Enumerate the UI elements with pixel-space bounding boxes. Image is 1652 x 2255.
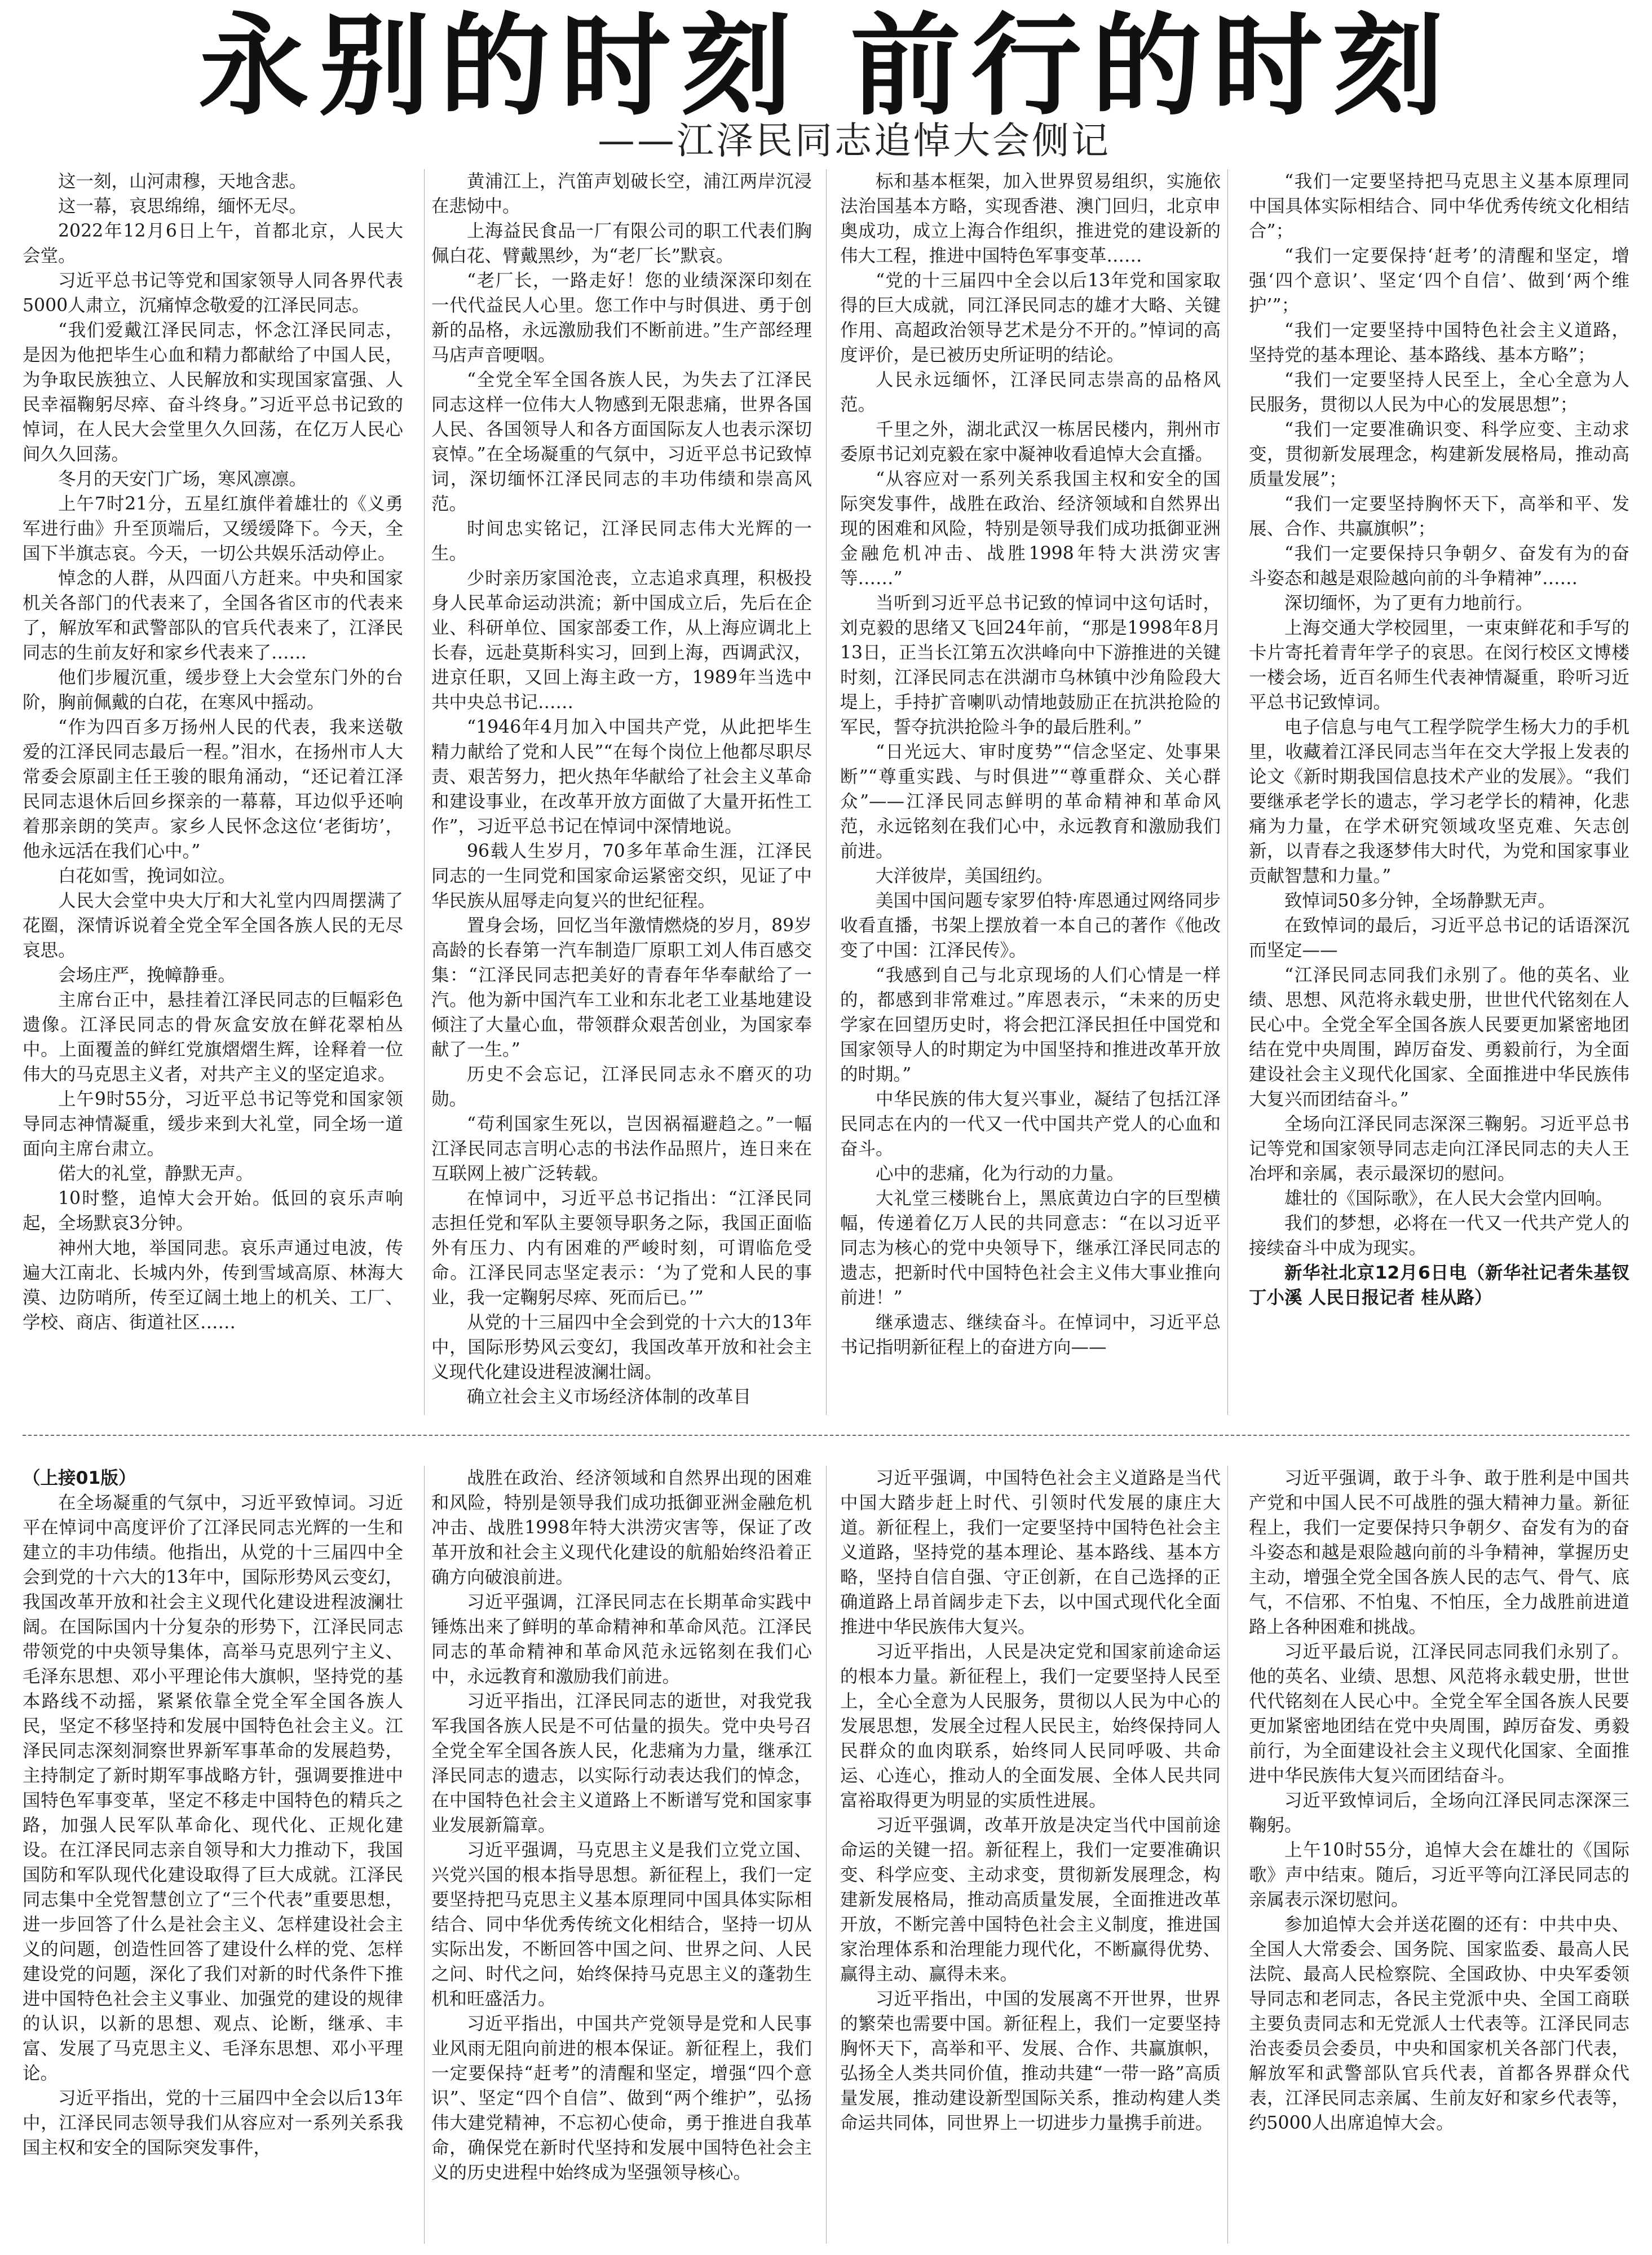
paragraph: 上午7时21分，五星红旗伴着雄壮的《义勇军进行曲》升至顶端后，又缓缓降下。今天，全国下半旗志哀。今天，一切公共娱乐活动停止。 (23, 494, 403, 564)
paragraph: 深切缅怀，为了更有力地前行。 (1284, 593, 1534, 613)
section-divider (23, 1435, 1629, 1436)
paragraph: 冬月的天安门广场，寒风凛凛。 (58, 469, 307, 489)
paragraph: 上海益民食品一厂有限公司的职工代表们胸佩白花、臂戴黑纱，为“老厂长”默哀。 (431, 221, 812, 266)
paragraph: 少时亲历家国沧丧，立志追求真理，积极投身人民革命运动洪流；新中国成立后，先后在企业、科研单位、国家部委工作，从上海应调北上长春，远赴莫斯科实习，回到上海，西调武汉，进京任职，又回上海主政一方，1989年当选中共中央总书记…… (431, 568, 812, 713)
paragraph: 习近平致悼词后，全场向江泽民同志深深三鞠躬。 (1249, 1790, 1629, 1836)
paragraph: 他们步履沉重，缓步登上大会堂东门外的台阶，胸前佩戴的白花，在寒风中摇动。 (23, 667, 403, 713)
article-column-4 (1249, 169, 1629, 1415)
paragraph: “老厂长，一路走好！您的业绩深深印刻在一代代益民人心里。您工作中与时俱进、勇于创新的品格，永远激励我们不断前进。”生产部经理马店声音哽咽。 (431, 271, 812, 365)
paragraph: 继承遗志、继续奋斗。在悼词中，习近平总书记指明新征程上的奋进方向—— (840, 1312, 1221, 1358)
paragraph: 置身会场，回忆当年激情燃烧的岁月，89岁高龄的长春第一汽车制造厂原职工刘人伟百感交集：“江泽民同志把美好的青春年华奉献给了一汽。他为新中国汽车工业和东北老工业基地建设倾注了大量心血，带领群众艰苦创业，为国家奉献了一生。” (431, 916, 812, 1060)
paragraph: 参加追悼大会并送花圈的还有：中共中央、全国人大常委会、国务院、国家监委、最高人民法院、最高人民检察院、全国政协、中央军委领导同志和老同志，各民主党派中央、全国工商联主要负责同志和无党派人士代表等。江泽民同志治丧委员会委员，中央和国家机关各部门代表，解放军和武警部队官兵代表，首都各界群众代表，江泽民同志亲属、生前友好和家乡代表等，约5000人出席追悼大会。 (1249, 1914, 1629, 2133)
paragraph: 时间忠实铭记，江泽民同志伟大光辉的一生。 (431, 519, 812, 564)
paragraph: 习近平强调，马克思主义是我们立党立国、兴党兴国的根本指导思想。新征程上，我们一定要坚持把马克思主义基本原理同中国具体实际相结合、同中华优秀传统文化相结合，坚持一切从实际出发，不断回答中国之问、世界之问、人民之问、时代之问，始终保持马克思主义的蓬勃生机和旺盛活力。 (431, 1840, 812, 2009)
paragraph: 在全场凝重的气氛中，习近平致悼词。习近平在悼词中高度评价了江泽民同志光辉的一生和建立的丰功伟绩。他指出，从党的十三届四中全会到党的十六大的13年中，国际形势风云变幻，我国改革开放和社会主义现代化建设进程波澜壮阔。在国际国内十分复杂的形势下，江泽民同志带领党的中央领导集体，高举马克思列宁主义、毛泽东思想、邓小平理论伟大旗帜，坚持党的基本路线不动摇，紧紧依靠全党全军全国各族人民，坚定不移坚持和发展中国特色社会主义。江泽民同志深刻洞察世界新军事革命的发展趋势，主持制定了新时期军事战略方针，强调要推进中国特色军事变革，坚定不移走中国特色的精兵之路，加强人民军队革命化、现代化、正规化建设。在江泽民同志亲自领导和大力推动下，我国国防和军队现代化建设取得了巨大成就。江泽民同志集中全党智慧创立了“三个代表”重要思想，进一步回答了什么是社会主义、怎样建设社会主义的问题，创造性回答了建设什么样的党、怎样建设党的问题，深化了我们对新的时代条件下推进中国特色社会主义事业、加强党的建设的规律的认识，以新的思想、观点、论断，继承、丰富、发展了马克思主义、毛泽东思想、邓小平理论。 (23, 1493, 403, 2084)
continuation-label: （上接01版） (23, 1468, 136, 1488)
paragraph: 我们的梦想，必将在一代又一代共产党人的接续奋斗中成为现实。 (1249, 1213, 1629, 1258)
paragraph: 这一幕，哀思绵绵，缅怀无尽。 (58, 196, 307, 216)
paragraph: 在致悼词的最后，习近平总书记的话语深沉而坚定—— (1249, 916, 1629, 961)
paragraph: 电子信息与电气工程学院学生杨大力的手机里，收藏着江泽民同志当年在交大学报上发表的论文《新时期我国信息技术产业的发展》。“我们要继承老学长的遗志，学习老学长的精神，化悲痛为力量，在学术研究领域攻坚克难、矢志创新，以青春之我逐梦伟大时代，为党和国家事业贡献智慧和力量。” (1249, 717, 1629, 886)
paragraph: “我们一定要坚持胸怀天下，高举和平、发展、合作、共赢旗帜”； (1249, 494, 1629, 539)
paragraph: 上午10时55分，追悼大会在雄壮的《国际歌》声中结束。随后，习近平等向江泽民同志的亲属表示深切慰问。 (1249, 1840, 1629, 1910)
paragraph: 黄浦江上，汽笛声划破长空，浦江两岸沉浸在悲恸中。 (431, 171, 812, 216)
paragraph: “苟利国家生死以，岂因祸福避趋之。”一幅江泽民同志言明心志的书法作品照片，连日来在互联网上被广泛转载。 (431, 1114, 812, 1184)
paragraph: “1946年4月加入中国共产党，从此把毕生精力献给了党和人民”“在每个岗位上他都尽职尽责、艰苦努力，把火热年华献给了社会主义革命和建设事业，在改革开放方面做了大量开拓性工作”，习近平总书记在悼词中深情地说。 (431, 717, 812, 837)
paragraph: 神州大地，举国同悲。哀乐声通过电波，传遍大江南北、长城内外，传到雪域高原、林海大漠、边防哨所，传至辽阔土地上的机关、工厂、学校、商店、街道社区…… (23, 1238, 403, 1333)
paragraph: 当听到习近平总书记致的悼词中这句话时，刘克毅的思绪又飞回24年前，“那是1998年8月13日，正当长江第五次洪峰向中下游推进的关键时刻，江泽民同志在洪湖市乌林镇中沙角险段大堤上，手持扩音喇叭动情地鼓励正在抗洪抢险的军民，誓夺抗洪抢险斗争的最后胜利。” (840, 593, 1221, 737)
paragraph: 习近平指出，中国的发展离不开世界，世界的繁荣也需要中国。新征程上，我们一定要坚持胸怀天下，高举和平、发展、合作、共赢旗帜，弘扬全人类共同价值，推动共建“一带一路”高质量发展，推动建设新型国际关系，推动构建人类命运共同体，同世界上一切进步力量携手前进。 (840, 1989, 1221, 2133)
column-separator (826, 1466, 827, 2244)
paragraph: 战胜在政治、经济领域和自然界出现的困难和风险，特别是领导我们成功抵御亚洲金融危机冲击、战胜1998年特大洪涝灾害等，保证了改革开放和社会主义现代化建设的航船始终沿着正确方向破浪前进。 (431, 1468, 812, 1588)
paragraph: 96载人生岁月，70多年革命生涯，江泽民同志的一生同党和国家命运紧密交织，见证了中华民族从屈辱走向复兴的世纪征程。 (431, 841, 812, 911)
paragraph: “作为四百多万扬州人民的代表，我来送敬爱的江泽民同志最后一程。”泪水，在扬州市人大常委会原副主任王骏的眼角涌动，“还记着江泽民同志退休后回乡探亲的一幕幕，耳边似乎还响着那亲朗的笑声。家乡人民怀念这位‘老街坊’，他永远活在我们心中。” (23, 717, 403, 861)
paragraph: 习近平强调，改革开放是决定当代中国前途命运的关键一招。新征程上，我们一定要准确识变、科学应变、主动求变，贯彻新发展理念，构建新发展格局，推动高质量发展，全面推进改革开放，不断完善中国特色社会主义制度，推进国家治理体系和治理能力现代化，不断赢得优势、赢得主动、赢得未来。 (840, 1815, 1221, 1984)
paragraph: “我们一定要准确识变、科学应变、主动求变，贯彻新发展理念，构建新发展格局，推动高质量发展”； (1249, 419, 1629, 489)
paragraph: 历史不会忘记，江泽民同志永不磨灭的功勋。 (431, 1064, 812, 1109)
paragraph: “我们爱戴江泽民同志，怀念江泽民同志，是因为他把毕生心血和精力都献给了中国人民，为争取民族独立、人民解放和实现国家富强、人民幸福鞠躬尽瘁、奋斗终身。”习近平总书记致的悼词，在人民大会堂里久久回荡，在亿万人民心间久久回荡。 (23, 320, 403, 465)
paragraph: 在悼词中，习近平总书记指出：“江泽民同志担任党和军队主要领导职务之际，我国正面临外有压力、内有困难的严峻时刻，可谓临危受命。江泽民同志坚定表示：‘为了党和人民的事业，我一定鞠躬尽瘁、死而后已。’” (431, 1188, 812, 1308)
paragraph: 白花如雪，挽词如泣。 (58, 866, 236, 886)
paragraph: 人民永远缅怀，江泽民同志崇高的品格风范。 (840, 370, 1221, 415)
column-separator (826, 169, 827, 1415)
paragraph: 习近平指出，中国共产党领导是党和人民事业风雨无阻向前进的根本保证。新征程上，我们一定要保持“赶考”的清醒和坚定，增强“四个意识”、坚定“四个自信”、做到“两个维护”，弘扬伟大建党精神，不忘初心使命，勇于推进自我革命，确保党在新时代坚持和发展中国特色社会主义的历史进程中始终成为坚强领导核心。 (431, 2014, 812, 2183)
paragraph: “我们一定要坚持中国特色社会主义道路，坚持党的基本理论、基本路线、基本方略”； (1249, 320, 1629, 365)
paragraph: “江泽民同志同我们永别了。他的英名、业绩、思想、风范将永载史册，世世代代铭刻在人民心中。全党全军全国各族人民要更加紧密地团结在党中央周围，踔厉奋发、勇毅前行，为全面建设社会主义现代化国家、全面推进中华民族伟大复兴而团结奋斗。” (1249, 965, 1629, 1109)
paragraph: “全党全军全国各族人民，为失去了江泽民同志这样一位伟大人物感到无限悲痛，世界各国人民、各国领导人和各方面国际友人也表示深切哀悼。”在全场凝重的气氛中，习近平总书记致悼词，深切缅怀江泽民同志的丰功伟绩和崇高风范。 (431, 370, 812, 514)
paragraph: 习近平指出，党的十三届四中全会以后13年中，江泽民同志领导我们从容应对一系列关系我国主权和安全的国际突发事件， (23, 2088, 403, 2158)
paragraph: 上午9时55分，习近平总书记等党和国家领导同志神情凝重，缓步来到大礼堂，同全场一道面向主席台肃立。 (23, 1089, 403, 1159)
paragraph: 确立社会主义市场经济体制的改革目 (467, 1387, 752, 1407)
paragraph: 致悼词50多分钟，全场静默无声。 (1284, 891, 1556, 911)
paragraph: “我们一定要坚持人民至上，全心全意为人民服务，贯彻以人民为中心的发展思想”； (1249, 370, 1629, 415)
column-separator (424, 169, 425, 1415)
paragraph: 会场庄严，挽幛静垂。 (58, 965, 236, 985)
article-column-2 (431, 169, 812, 1415)
paragraph: “从容应对一系列关系我国主权和安全的国际突发事件，战胜在政治、经济领域和自然界出现的困难和风险，特别是领导我们成功抵御亚洲金融危机冲击、战胜1998年特大洪涝灾害等……” (840, 469, 1221, 589)
paragraph: “日光远大、审时度势”“信念坚定、处事果断”“尊重实践、与时俱进”“尊重群众、关心群众”——江泽民同志鲜明的革命精神和革命风范，永远铭刻在我们心中，永远教育和激励我们前进。 (840, 742, 1221, 861)
paragraph: 大洋彼岸，美国纽约。 (876, 866, 1054, 886)
byline: 新华社北京12月6日电（新华社记者朱基钗 丁小溪 人民日报记者 桂从路） (1249, 1263, 1629, 1308)
headline: 永别的时刻 前行的时刻 (198, 2, 1454, 131)
paragraph: “我感到自己与北京现场的人们心情是一样的，都感到非常难过。”库恩表示，“未来的历史学家在回望历史时，将会把江泽民担任中国党和国家领导人的时期定为中国坚持和推进改革开放的时期。” (840, 965, 1221, 1085)
paragraph: 习近平最后说，江泽民同志同我们永别了。他的英名、业绩、思想、风范将永载史册，世世代代铭刻在人民心中。全党全军全国各族人民要更加紧密地团结在党中央周围，踔厉奋发、勇毅前行，为全面建设社会主义现代化国家、全面推进中华民族伟大复兴而团结奋斗。 (1249, 1642, 1629, 1786)
paragraph: “党的十三届四中全会以后13年党和国家取得的巨大成就，同江泽民同志的雄才大略、关键作用、高超政治领导艺术是分不开的。”悼词的高度评价，是已被历史所证明的结论。 (840, 271, 1221, 365)
paragraph: 10时整，追悼大会开始。低回的哀乐声响起，全场默哀3分钟。 (23, 1188, 403, 1233)
paragraph: 心中的悲痛，化为行动的力量。 (876, 1164, 1125, 1184)
paragraph: “我们一定要保持只争朝夕、奋发有为的奋斗姿态和越是艰险越向前的斗争精神”…… (1249, 543, 1629, 589)
paragraph: 标和基本框架，加入世界贸易组织，实施依法治国基本方略，实现香港、澳门回归，北京申奥成功，成立上海合作组织，推进党的建设新的伟大工程，推进中国特色军事变革…… (840, 171, 1221, 266)
paragraph: 2022年12月6日上午，首都北京，人民大会堂。 (23, 221, 403, 266)
paragraph: 大礼堂三楼眺台上，黑底黄边白字的巨型横幅，传递着亿万人民的共同意志：“在以习近平同志为核心的党中央领导下，继承江泽民同志的遗志，把新时代中国特色社会主义伟大事业推向前进！” (840, 1188, 1221, 1308)
paragraph: 中华民族的伟大复兴事业，凝结了包括江泽民同志在内的一代又一代中国共产党人的心血和奋斗。 (840, 1089, 1221, 1159)
continuation-column-1 (23, 1466, 403, 2244)
paragraph: 人民大会堂中央大厅和大礼堂内四周摆满了花圈，深情诉说着全党全军全国各族人民的无尽哀思。 (23, 891, 403, 961)
continuation-column-4 (1249, 1466, 1629, 2244)
paragraph: 雄壮的《国际歌》，在人民大会堂内回响。 (1284, 1188, 1613, 1209)
continuation-column-2 (431, 1466, 812, 2244)
paragraph: 千里之外，湖北武汉一栋居民楼内，荆州市委原书记刘克毅在家中凝神收看追悼大会直播。 (840, 419, 1221, 465)
subtitle: ——江泽民同志追悼大会侧记 (598, 119, 1111, 162)
column-separator (1227, 1466, 1228, 2244)
paragraph: 习近平强调，江泽民同志在长期革命实践中锤炼出来了鲜明的革命精神和革命风范。江泽民同志的革命精神和革命风范永远铭刻在我们心中，永远教育和激励我们前进。 (431, 1592, 812, 1687)
column-separator (424, 1466, 425, 2244)
continuation-column-3 (840, 1466, 1221, 2244)
paragraph: 偌大的礼堂，静默无声。 (58, 1164, 254, 1184)
paragraph: 这一刻，山河肃穆，天地含悲。 (58, 171, 307, 192)
article-column-1 (23, 169, 403, 1415)
paragraph: 主席台正中，悬挂着江泽民同志的巨幅彩色遗像。江泽民同志的骨灰盒安放在鲜花翠柏丛中。上面覆盖的鲜红党旗熠熠生辉，诠释着一位伟大的马克思主义者，对共产主义的坚定追求。 (23, 990, 403, 1085)
column-separator (1227, 169, 1228, 1415)
paragraph: 上海交通大学校园里，一束束鲜花和手写的卡片寄托着青年学子的哀思。在闵行校区文博楼一楼会场，近百名师生代表神情凝重，聆听习近平总书记致悼词。 (1249, 618, 1629, 713)
paragraph: 习近平总书记等党和国家领导人同各界代表5000人肃立，沉痛悼念敬爱的江泽民同志。 (23, 271, 403, 316)
paragraph: 美国中国问题专家罗伯特·库恩通过网络同步收看直播，书架上摆放着一本自己的著作《他改变了中国：江泽民传》。 (840, 891, 1221, 961)
paragraph: 从党的十三届四中全会到党的十六大的13年中，国际形势风云变幻，我国改革开放和社会主义现代化建设进程波澜壮阔。 (431, 1312, 812, 1382)
paragraph: 习近平指出，江泽民同志的逝世，对我党我军我国各族人民是不可估量的损失。党中央号召全党全军全国各族人民，化悲痛为力量，继承江泽民同志的遗志，以实际行动表达我们的悼念，在中国特色社会主义道路上不断谱写党和国家事业发展新篇章。 (431, 1691, 812, 1836)
paragraph: 习近平强调，中国特色社会主义道路是当代中国大踏步赶上时代、引领时代发展的康庄大道。新征程上，我们一定要坚持中国特色社会主义道路，坚持党的基本理论、基本路线、基本方略，坚持自信自强、守正创新，在自己选择的正确道路上昂首阔步走下去，以中国式现代化全面推进中华民族伟大复兴。 (840, 1468, 1221, 1637)
paragraph: “我们一定要保持‘赶考’的清醒和坚定，增强‘四个意识’、坚定‘四个自信’、做到‘两个维护’”； (1249, 246, 1629, 316)
paragraph: 习近平指出，人民是决定党和国家前途命运的根本力量。新征程上，我们一定要坚持人民至上，全心全意为人民服务，贯彻以人民为中心的发展思想，发展全过程人民民主，始终保持同人民群众的血肉联系，始终同人民同呼吸、共命运、心连心，推动人的全面发展、全体人民共同富裕取得更为明显的实质性进展。 (840, 1642, 1221, 1811)
article-column-3 (840, 169, 1221, 1415)
paragraph: 悼念的人群，从四面八方赶来。中央和国家机关各部门的代表来了，全国各省区市的代表来了，解放军和武警部队的官兵代表来了，江泽民同志的生前友好和家乡代表来了…… (23, 568, 403, 663)
paragraph: 全场向江泽民同志深深三鞠躬。习近平总书记等党和国家领导同志走向江泽民同志的夫人王冶坪和亲属，表示最深切的慰问。 (1249, 1114, 1629, 1184)
paragraph: “我们一定要坚持把马克思主义基本原理同中国具体实际相结合、同中华优秀传统文化相结合”； (1249, 171, 1629, 241)
paragraph: 习近平强调，敢于斗争、敢于胜利是中国共产党和中国人民不可战胜的强大精神力量。新征程上，我们一定要保持只争朝夕、奋发有为的奋斗姿态和越是艰险越向前的斗争精神，掌握历史主动，增强全党全国各族人民的志气、骨气、底气，不信邪、不怕鬼、不怕压，全力战胜前进道路上各种困难和挑战。 (1249, 1468, 1629, 1637)
